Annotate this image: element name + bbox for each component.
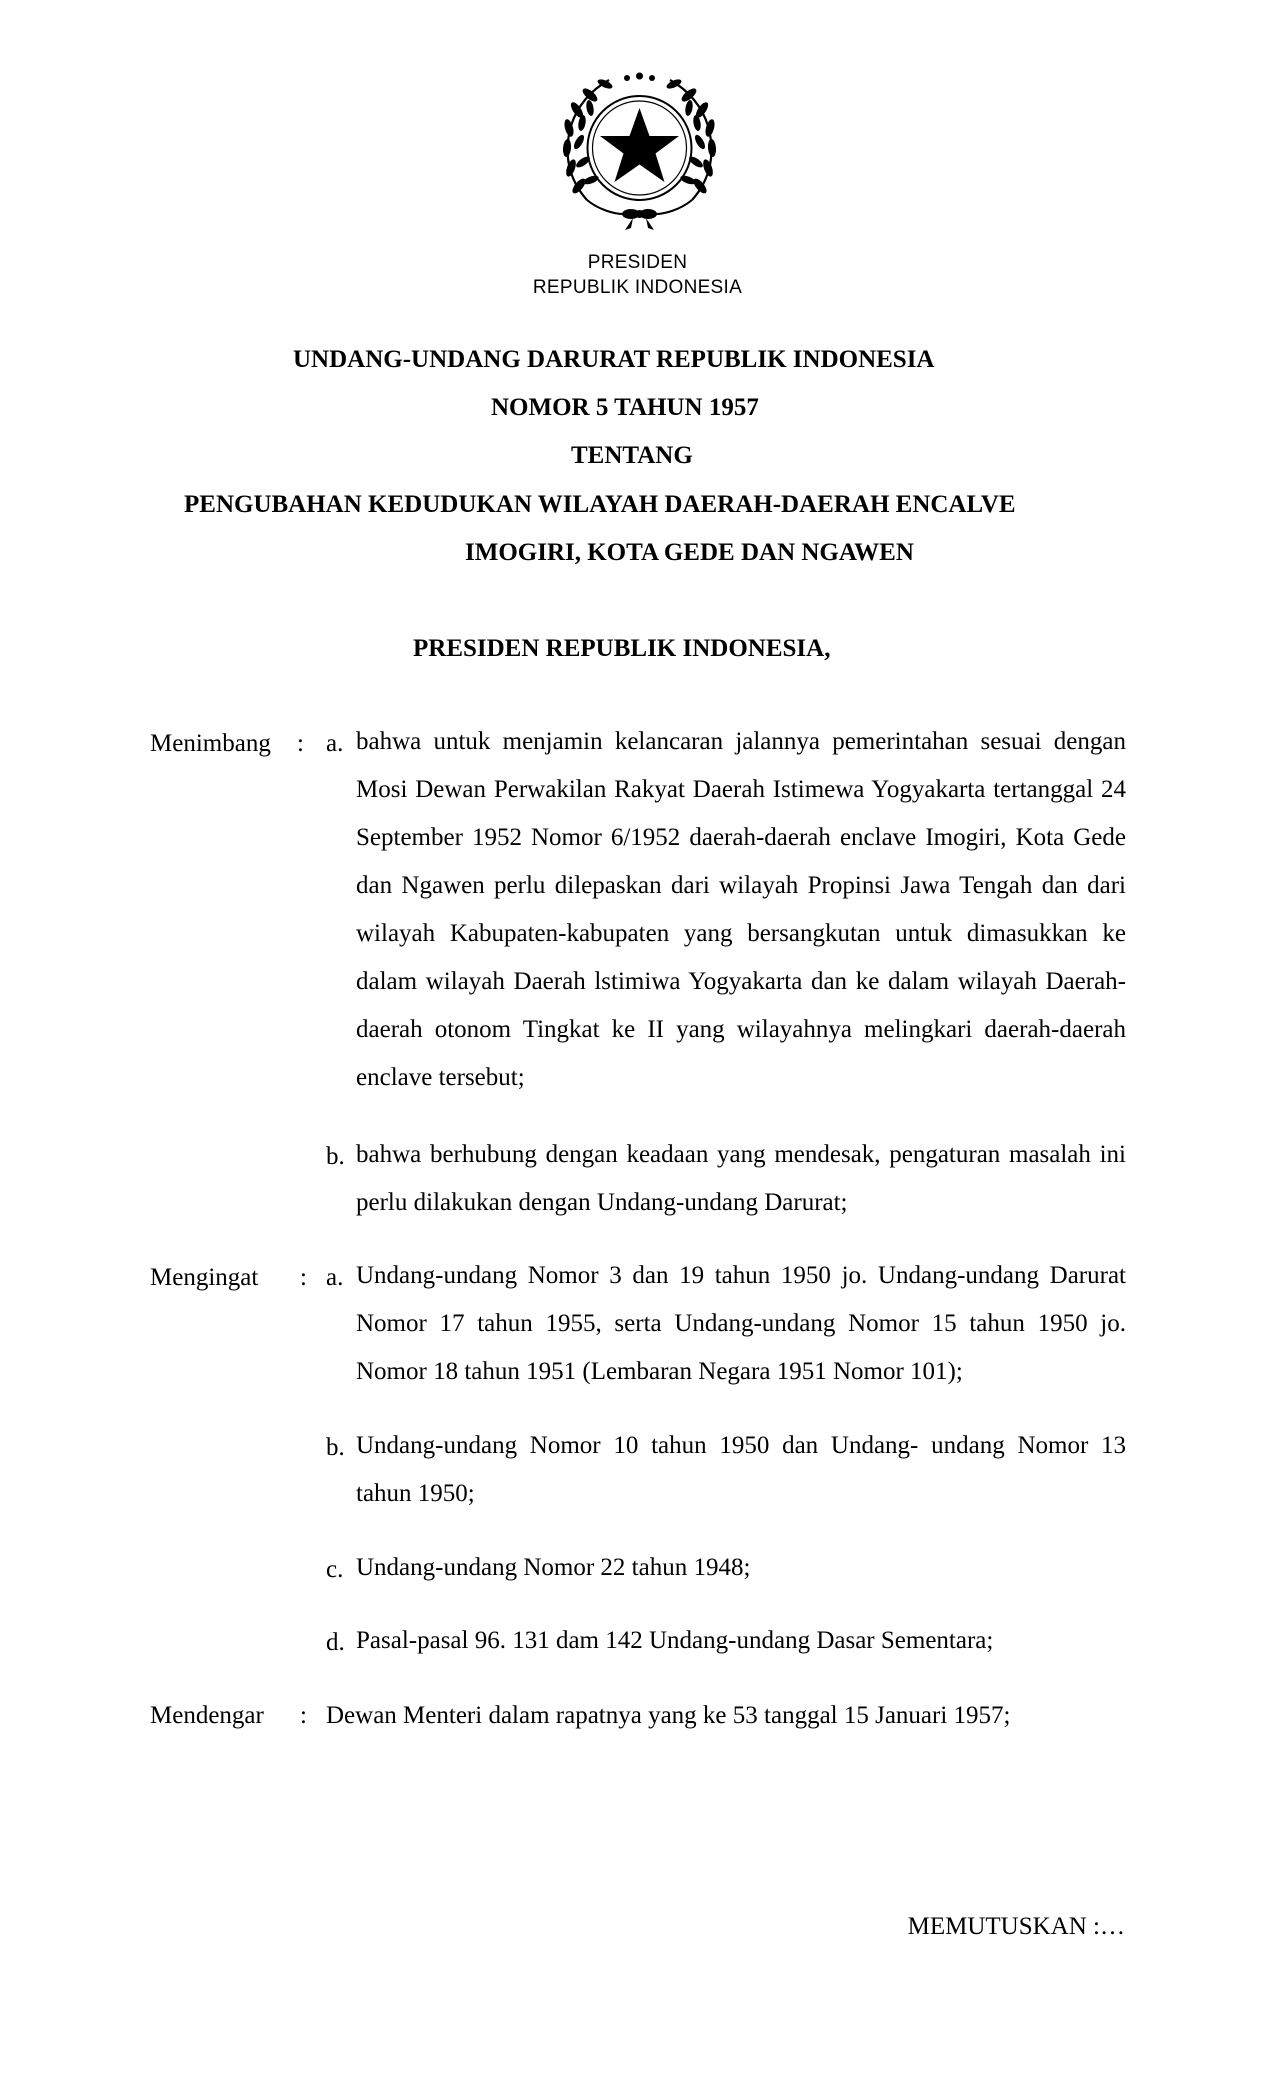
mengingat-marker-d: d. — [326, 1629, 345, 1656]
mengingat-marker-c: c. — [326, 1556, 344, 1583]
mengingat-label: Mengingat — [150, 1264, 259, 1291]
garuda-star-emblem-icon — [557, 68, 722, 233]
mengingat-marker-a: a. — [326, 1264, 344, 1291]
menimbang-marker-b: b. — [326, 1143, 345, 1170]
mendengar-label: Mendengar — [150, 1702, 264, 1729]
menimbang-item-a: bahwa untuk menjamin kelancaran jalannya pemerintahan sesuai dengan Mosi Dewan Perwakilan Rakyat Daerah Istimewa Yogyakarta tertanggal 24 September 1952 Nomor 6/1952 daerah-daerah enclave Imogiri, Kota Gede dan Ngawen perlu dilepaskan dari wilayah Propinsi Jawa Tengah dan dari wilayah Kabupaten-kabupaten yang bersangkutan untuk dimasukkan ke dalam wilayah Daerah lstimiwa Yogyakarta dan ke dalam wilayah Daerah-daerah otonom Tingkat ke II yang wilayahnya melingkari daerah-daerah enclave tersebut; — [356, 728, 1126, 1091]
mengingat-colon: : — [300, 1264, 307, 1291]
document-subject-line2: IMOGIRI, KOTA GEDE DAN NGAWEN — [465, 539, 914, 566]
mengingat-item-b: Undang-undang Nomor 10 tahun 1950 dan Undang- undang Nomor 13 tahun 1950; — [356, 1432, 1126, 1507]
menimbang-label: Menimbang — [150, 730, 271, 757]
document-subject-line1: PENGUBAHAN KEDUDUKAN WILAYAH DAERAH-DAERAH ENCALVE — [184, 491, 1016, 518]
mengingat-item-d: Pasal-pasal 96. 131 dam 142 Undang-undang Dasar Sementara; — [356, 1627, 994, 1654]
menimbang-item-b: bahwa berhubung dengan keadaan yang mendesak, pengaturan masalah ini perlu dilakukan dengan Undang-undang Darurat; — [356, 1141, 1126, 1216]
mendengar-text: Dewan Menteri dalam rapatnya yang ke 53 tanggal 15 Januari 1957; — [326, 1702, 1011, 1729]
document-number: NOMOR 5 TAHUN 1957 — [491, 394, 759, 421]
mengingat-marker-b: b. — [326, 1434, 345, 1461]
mengingat-item-c: Undang-undang Nomor 22 tahun 1948; — [356, 1554, 751, 1581]
emblem-caption-presiden: PRESIDEN — [587, 252, 688, 273]
president-heading: PRESIDEN REPUBLIK INDONESIA, — [413, 635, 831, 662]
document-title-line1: UNDANG-UNDANG DARURAT REPUBLIK INDONESIA — [293, 346, 935, 373]
mengingat-item-a: Undang-undang Nomor 3 dan 19 tahun 1950 jo. Undang-undang Darurat Nomor 17 tahun 1955, serta Undang-undang Nomor 15 tahun 1950 jo. Nomor 18 tahun 1951 (Lembaran Negara 1951 Nomor 101); — [356, 1262, 1126, 1385]
document-tentang: TENTANG — [571, 442, 693, 469]
memutuskan-continuation: MEMUTUSKAN :… — [907, 1913, 1125, 1940]
emblem-caption-republik: REPUBLIK INDONESIA — [532, 277, 743, 298]
mendengar-colon: : — [300, 1702, 307, 1729]
menimbang-marker-a: a. — [326, 730, 344, 757]
menimbang-colon: : — [297, 730, 304, 757]
